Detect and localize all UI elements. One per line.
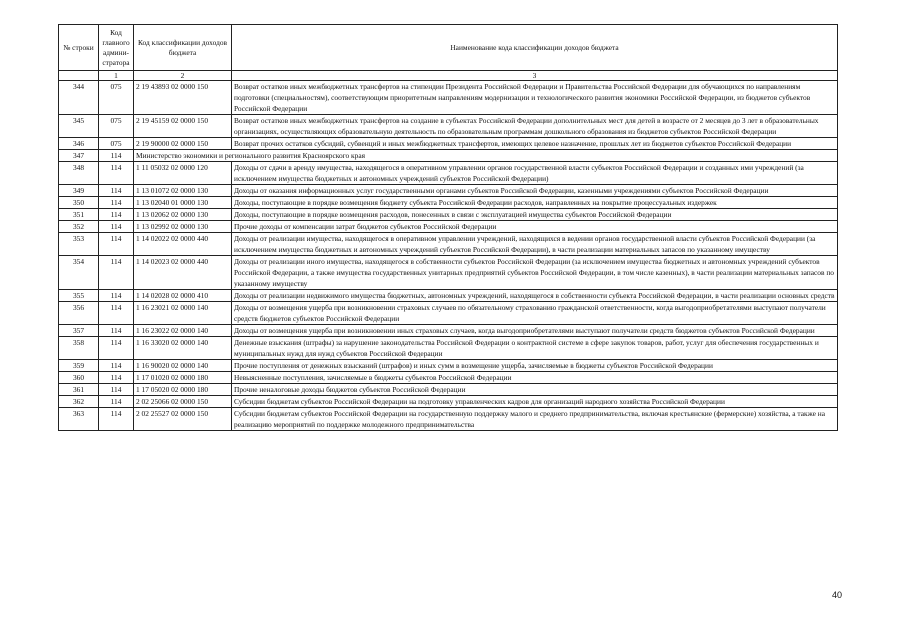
header-name: Наименование кода классификации доходов бюджета (232, 25, 838, 71)
row-number-cell: 350 (59, 197, 99, 209)
income-name-cell: Возврат остатков иных межбюджетных трансфертов на стипендии Президента Российской Федерации и Правительства Российской Федерации для обучающихся по направлениям подготовки (специальностям), соответствующим приоритетным направлениям модернизации и технологического развития экономики Российской Федерации, из бюджетов субъектов Российской Федерации (232, 81, 838, 115)
classification-code-cell: 2 02 25066 02 0000 150 (134, 396, 232, 408)
admin-code-cell: 114 (99, 302, 134, 325)
classification-code-cell: 2 19 90000 02 0000 150 (134, 138, 232, 150)
table-row (59, 197, 838, 209)
income-name-cell: Доходы от реализации имущества, находящегося в оперативном управлении учреждений, находящихся в ведении органов государственной власти субъектов Российской Федерации (за исключением имущества бюджетных и автономных учреждений субъектов Российской Федерации), в части реализации материальных запасов по указанному имуществу (232, 233, 838, 256)
admin-code-cell: 114 (99, 372, 134, 384)
table-row (59, 209, 838, 221)
column-number-cell (59, 71, 99, 81)
admin-code-cell: 114 (99, 197, 134, 209)
row-number-cell: 357 (59, 325, 99, 337)
income-name-cell: Доходы от возмещения ущерба при возникновении страховых случаев по обязательному страхованию гражданской ответственности, когда выгодоприобретателями выступают получатели средств бюджетов субъектов Российской Федерации (232, 302, 838, 325)
admin-code-cell: 114 (99, 408, 134, 431)
column-number-cell: 1 (99, 71, 134, 81)
income-name-cell: Доходы, поступающие в порядке возмещения бюджету субъекта Российской Федерации расходов, направленных на покрытие процессуальных издержек (232, 197, 838, 209)
row-number-cell: 362 (59, 396, 99, 408)
admin-code-cell: 114 (99, 360, 134, 372)
table-body (59, 81, 838, 431)
row-number-cell: 346 (59, 138, 99, 150)
table-row (59, 396, 838, 408)
column-number-row (59, 71, 838, 81)
classification-code-cell: 2 02 25527 02 0000 150 (134, 408, 232, 431)
admin-code-cell: 114 (99, 150, 134, 162)
income-name-cell: Возврат прочих остатков субсидий, субвенций и иных межбюджетных трансфертов, имеющих целевое назначение, прошлых лет из бюджетов субъектов Российской Федерации (232, 138, 838, 150)
table-row (59, 185, 838, 197)
table-row (59, 81, 838, 115)
admin-code-cell: 114 (99, 396, 134, 408)
row-number-cell: 363 (59, 408, 99, 431)
income-name-cell: Субсидии бюджетам субъектов Российской Федерации на государственную поддержку малого и среднего предпринимательства, включая крестьянские (фермерские) хозяйства, а также на реализацию мероприятий по поддержке молодежного предпринимательства (232, 408, 838, 431)
classification-code-cell: 1 14 02022 02 0000 440 (134, 233, 232, 256)
row-number-cell: 345 (59, 115, 99, 138)
row-number-cell: 359 (59, 360, 99, 372)
admin-code-cell: 114 (99, 384, 134, 396)
table-row (59, 162, 838, 185)
header-row-number: № строки (59, 25, 99, 71)
classification-code-cell: 1 16 23022 02 0000 140 (134, 325, 232, 337)
income-name-cell: Прочие поступления от денежных взысканий (штрафов) и иных сумм в возмещение ущерба, зачисляемые в бюджеты субъектов Российской Федерации (232, 360, 838, 372)
table-row (59, 221, 838, 233)
income-name-cell: Возврат остатков иных межбюджетных трансфертов на создание в субъектах Российской Федерации дополнительных мест для детей в возрасте от 2 месяцев до 3 лет в образовательных организациях, осуществляющих образовательную деятельность по образовательным программам дошкольного образования из бюджетов субъектов Российской Федерации (232, 115, 838, 138)
column-number-cell: 3 (232, 71, 838, 81)
table-row (59, 233, 838, 256)
income-name-cell: Доходы от сдачи в аренду имущества, находящегося в оперативном управлении органов государственной власти субъектов Российской Федерации и созданных ими учреждений (за исключением имущества бюджетных и автономных учреждений субъектов Российской Федерации) (232, 162, 838, 185)
admin-code-cell: 114 (99, 162, 134, 185)
admin-code-cell: 114 (99, 256, 134, 290)
table-row (59, 325, 838, 337)
classification-code-cell: 2 19 43893 02 0000 150 (134, 81, 232, 115)
classification-code-cell: 1 13 02992 02 0000 130 (134, 221, 232, 233)
ministry-name-cell: Министерство экономики и регионального развития Красноярского края (134, 150, 838, 162)
table-row (59, 115, 838, 138)
classification-code-cell: 1 16 33020 02 0000 140 (134, 337, 232, 360)
classification-code-cell: 1 13 01072 02 0000 130 (134, 185, 232, 197)
income-name-cell: Субсидии бюджетам субъектов Российской Федерации на подготовку управленческих кадров для организаций народного хозяйства Российской Федерации (232, 396, 838, 408)
admin-code-cell: 114 (99, 221, 134, 233)
admin-code-cell: 075 (99, 81, 134, 115)
admin-code-cell: 075 (99, 138, 134, 150)
header-admin-code: Код главного админи-стратора (99, 25, 134, 71)
row-number-cell: 347 (59, 150, 99, 162)
classification-code-cell: 1 14 02023 02 0000 440 (134, 256, 232, 290)
table-row (59, 256, 838, 290)
header-classification-code: Код классификации доходов бюджета (134, 25, 232, 71)
table-row (59, 360, 838, 372)
row-number-cell: 352 (59, 221, 99, 233)
admin-code-cell: 114 (99, 290, 134, 302)
income-name-cell: Доходы от оказания информационных услуг государственными органами субъектов Российской Федерации, казенными учреждениями субъектов Российской Федерации (232, 185, 838, 197)
income-name-cell: Доходы от реализации иного имущества, находящегося в собственности субъектов Российской Федерации (за исключением имущества бюджетных и автономных учреждений субъектов Российской Федерации, а также имущества государственных унитарных предприятий субъектов Российской Федерации, в том числе казенных), в части реализации материальных запасов по указанному имуществу (232, 256, 838, 290)
classification-code-cell: 2 19 45159 02 0000 150 (134, 115, 232, 138)
income-name-cell: Доходы от возмещения ущерба при возникновении иных страховых случаев, когда выгодоприобретателями выступают получатели средств бюджетов субъектов Российской Федерации (232, 325, 838, 337)
income-name-cell: Денежные взыскания (штрафы) за нарушение законодательства Российской Федерации о контрактной системе в сфере закупок товаров, работ, услуг для обеспечения государственных и муниципальных нужд для нужд субъектов Российской Федерации (232, 337, 838, 360)
income-name-cell: Доходы, поступающие в порядке возмещения расходов, понесенных в связи с эксплуатацией имущества субъектов Российской Федерации (232, 209, 838, 221)
income-name-cell: Доходы от реализации недвижимого имущества бюджетных, автономных учреждений, находящегося в собственности субъекта Российской Федерации, в части реализации основных средств (232, 290, 838, 302)
income-name-cell: Прочие неналоговые доходы бюджетов субъектов Российской Федерации (232, 384, 838, 396)
income-name-cell: Прочие доходы от компенсации затрат бюджетов субъектов Российской Федерации (232, 221, 838, 233)
classification-code-cell: 1 13 02062 02 0000 130 (134, 209, 232, 221)
table-row (59, 138, 838, 150)
row-number-cell: 344 (59, 81, 99, 115)
table-row (59, 372, 838, 384)
admin-code-cell: 114 (99, 233, 134, 256)
classification-code-cell: 1 14 02028 02 0000 410 (134, 290, 232, 302)
admin-code-cell: 075 (99, 115, 134, 138)
classification-code-cell: 1 17 05020 02 0000 180 (134, 384, 232, 396)
table-row (59, 384, 838, 396)
row-number-cell: 354 (59, 256, 99, 290)
page-number: 40 (832, 590, 843, 600)
table-row (59, 302, 838, 325)
admin-code-cell: 114 (99, 337, 134, 360)
income-name-cell: Невыясненные поступления, зачисляемые в бюджеты субъектов Российской Федерации (232, 372, 838, 384)
table-header-row (59, 25, 838, 71)
table-row (59, 150, 838, 162)
row-number-cell: 361 (59, 384, 99, 396)
row-number-cell: 353 (59, 233, 99, 256)
column-number-cell: 2 (134, 71, 232, 81)
row-number-cell: 355 (59, 290, 99, 302)
income-codes-table (58, 24, 838, 431)
classification-code-cell: 1 16 90020 02 0000 140 (134, 360, 232, 372)
row-number-cell: 356 (59, 302, 99, 325)
classification-code-cell: 1 11 05032 02 0000 120 (134, 162, 232, 185)
classification-code-cell: 1 13 02040 01 0000 130 (134, 197, 232, 209)
row-number-cell: 358 (59, 337, 99, 360)
classification-code-cell: 1 17 01020 02 0000 180 (134, 372, 232, 384)
table-row (59, 290, 838, 302)
classification-code-cell: 1 16 23021 02 0000 140 (134, 302, 232, 325)
row-number-cell: 349 (59, 185, 99, 197)
row-number-cell: 351 (59, 209, 99, 221)
row-number-cell: 360 (59, 372, 99, 384)
row-number-cell: 348 (59, 162, 99, 185)
table-row (59, 337, 838, 360)
admin-code-cell: 114 (99, 185, 134, 197)
admin-code-cell: 114 (99, 325, 134, 337)
table-row (59, 408, 838, 431)
admin-code-cell: 114 (99, 209, 134, 221)
